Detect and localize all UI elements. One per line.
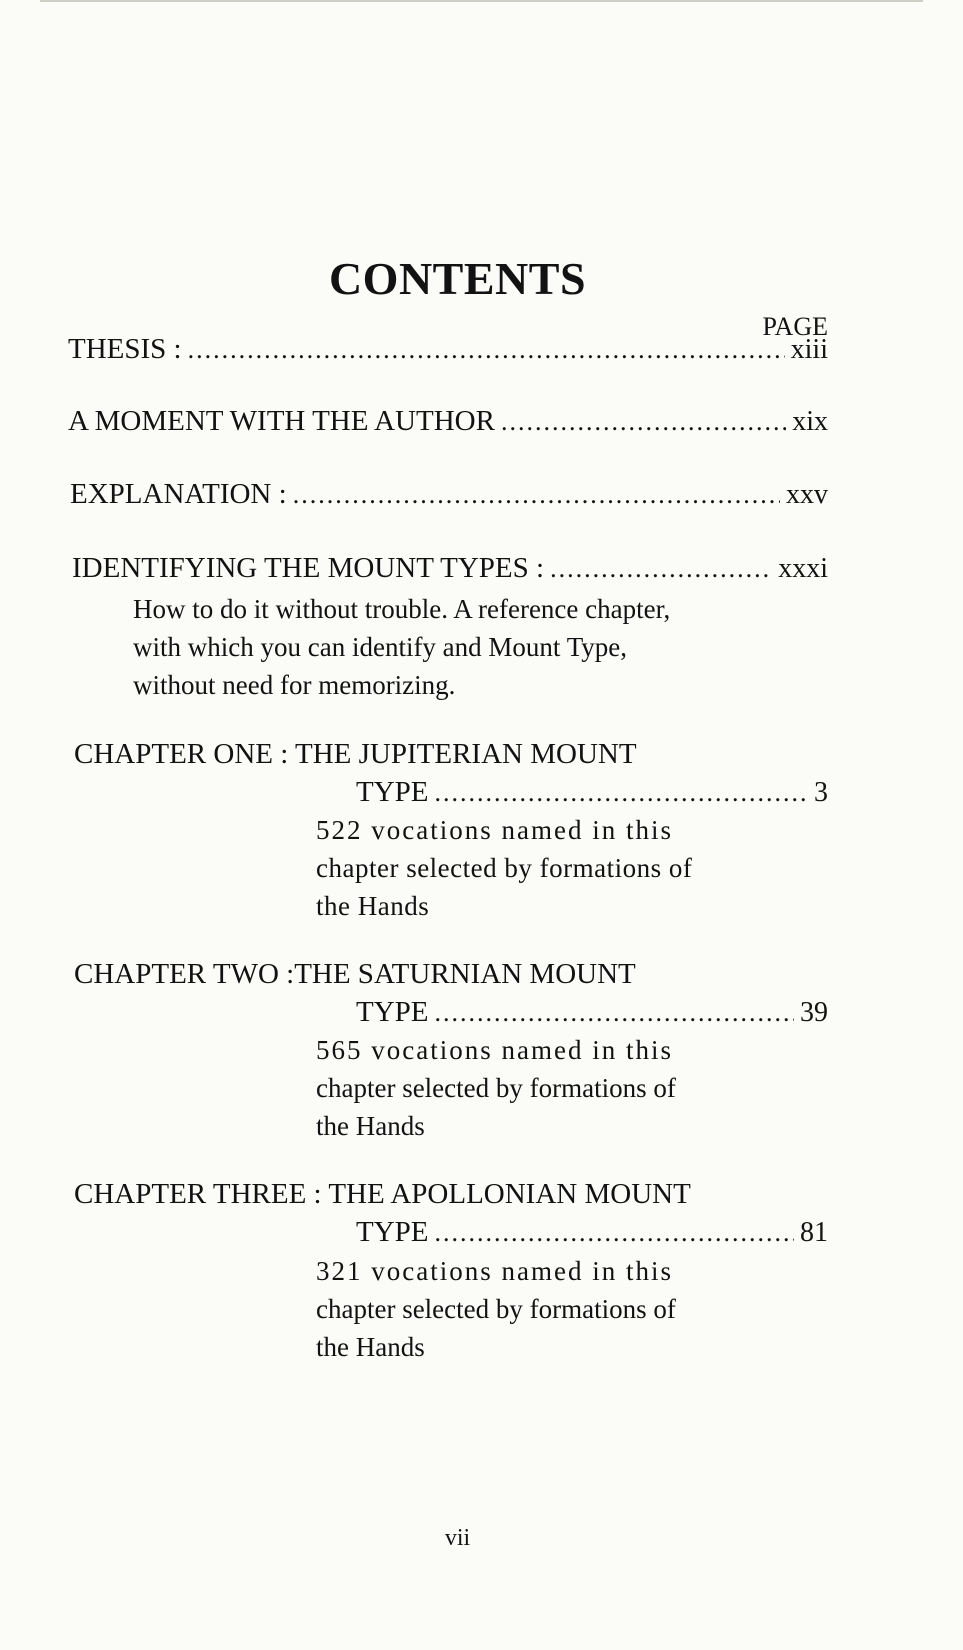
toc-entry-label: A MOMENT WITH THE AUTHOR	[68, 405, 495, 437]
chapter-one-type-line	[356, 776, 828, 809]
toc-entry-page: 39	[800, 997, 828, 1028]
toc-entry-page: xix	[792, 406, 828, 437]
toc-entry-label: IDENTIFYING THE MOUNT TYPES :	[72, 552, 545, 584]
leader-dots	[435, 778, 809, 808]
description-line: chapter selected by formations of	[316, 1073, 676, 1103]
description-line: How to do it without trouble. A reference chapter,	[133, 594, 671, 624]
page-column-header: PAGE	[762, 312, 828, 341]
page-number: vii	[444, 1525, 471, 1551]
chapter-three-description	[316, 1252, 676, 1366]
toc-entry-label: EXPLANATION :	[70, 478, 287, 510]
page-title: CONTENTS	[328, 253, 587, 304]
leader-dots	[188, 335, 785, 365]
chapter-three-heading: CHAPTER THREE : THE APOLLONIAN MOUNT	[74, 1178, 691, 1210]
description-line: the Hands	[316, 1332, 425, 1362]
chapter-one-heading: CHAPTER ONE : THE JUPITERIAN MOUNT	[74, 738, 637, 770]
toc-entry-label: TYPE	[356, 996, 429, 1028]
description-line: chapter selected by formations of	[316, 1294, 676, 1324]
toc-entry-page: 3	[814, 777, 828, 808]
top-edge-rule	[40, 0, 923, 2]
toc-entry-label: THESIS :	[68, 333, 182, 365]
description-line: 565 vocations named in this	[316, 1035, 673, 1065]
description-line: 321 vocations named in this	[316, 1256, 673, 1286]
toc-entry-page: xxv	[786, 479, 828, 510]
leader-dots	[550, 554, 772, 584]
toc-entry-identifying	[72, 552, 828, 585]
toc-entry-description	[133, 590, 670, 704]
toc-entry-explanation	[70, 478, 828, 511]
leader-dots	[435, 1218, 795, 1248]
toc-entry-moment	[68, 405, 828, 438]
description-line: the Hands	[316, 891, 430, 921]
toc-entry-label: TYPE	[356, 776, 429, 808]
toc-entry-label: TYPE	[356, 1216, 429, 1248]
chapter-one-description	[316, 811, 692, 925]
leader-dots	[501, 407, 786, 437]
toc-entry-page: 81	[800, 1217, 828, 1248]
description-line: chapter selected by formations of	[316, 853, 693, 883]
toc-entry-thesis	[68, 333, 828, 366]
description-line: without need for memorizing.	[133, 670, 456, 700]
chapter-three-type-line	[356, 1216, 828, 1249]
chapter-two-description	[316, 1031, 676, 1145]
chapter-two-heading: CHAPTER TWO :THE SATURNIAN MOUNT	[74, 958, 636, 990]
leader-dots	[293, 480, 780, 510]
description-line: the Hands	[316, 1111, 425, 1141]
chapter-two-type-line	[356, 996, 828, 1029]
description-line: 522 vocations named in this	[316, 815, 673, 845]
leader-dots	[435, 998, 795, 1028]
toc-entry-page: xxxi	[778, 553, 828, 584]
toc-entry-page: xiii	[790, 334, 828, 365]
description-line: with which you can identify and Mount Type,	[133, 632, 628, 662]
